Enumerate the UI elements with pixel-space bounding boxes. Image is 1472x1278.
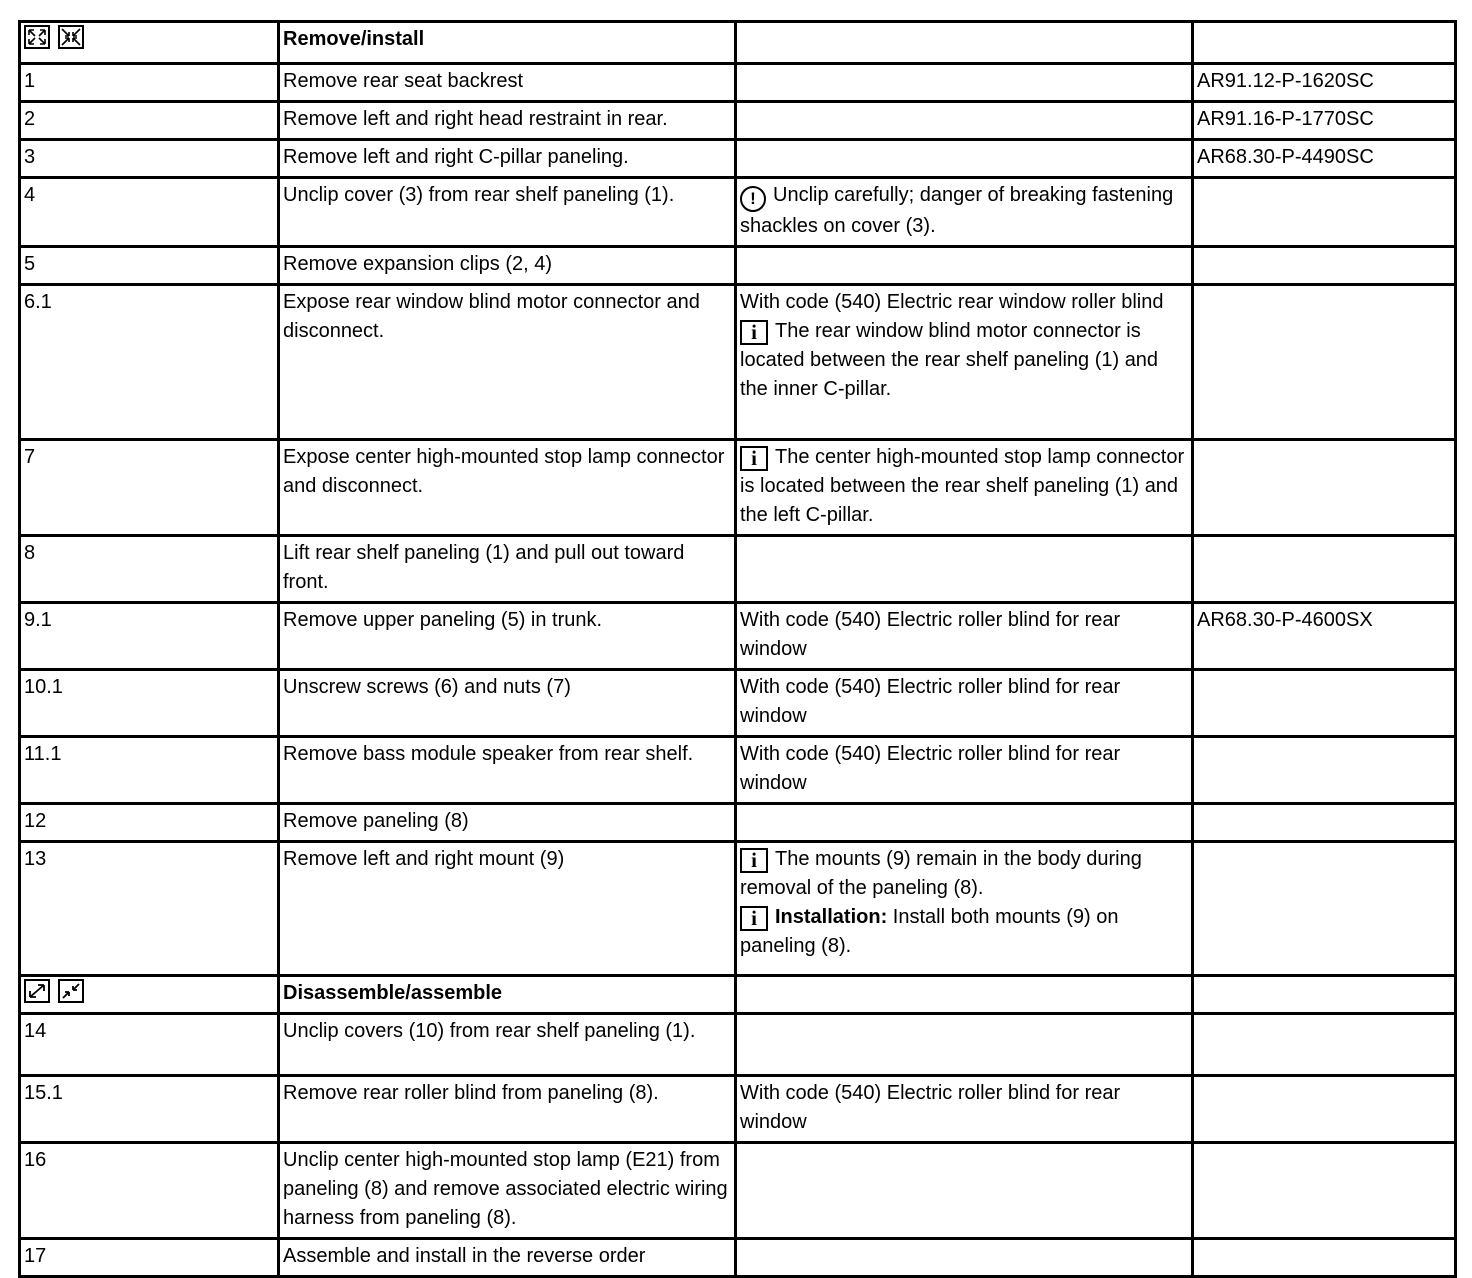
step-number: 16 [20,1143,279,1239]
step-number: 10.1 [20,670,279,737]
step-action: Expose rear window blind motor connector and disconnect. [279,285,736,440]
table-row [20,670,1456,737]
table-row [20,178,1456,247]
step-action: Remove left and right C-pillar paneling. [279,140,736,178]
step-note: With code (540) Electric rear window roller blind i The rear window blind motor connector is located between the rear shelf paneling (1) and the inner C-pillar. [736,285,1193,440]
table-row [20,440,1456,536]
step-action: Remove upper paneling (5) in trunk. [279,603,736,670]
step-number: 6.1 [20,285,279,440]
step-action: Unscrew screws (6) and nuts (7) [279,670,736,737]
info-icon: i [740,320,768,345]
code-note: With code (540) Electric rear window roller blind [740,291,1164,313]
arrow-diagonal-in-icon [58,979,84,1003]
step-number: 12 [20,804,279,842]
code-note: With code (540) Electric roller blind for rear window [736,1076,1193,1143]
section-header-row [20,976,1456,1014]
table-row [20,603,1456,670]
step-action: Remove bass module speaker from rear shelf. [279,737,736,804]
step-number: 7 [20,440,279,536]
info-icon: i [740,906,768,931]
table-row [20,247,1456,285]
step-action: Unclip center high-mounted stop lamp (E21) from paneling (8) and remove associated electric wiring harness from paneling (8). [279,1143,736,1239]
step-number: 8 [20,536,279,603]
arrow-diagonal-out-icon [24,979,50,1003]
arrows-in-icon [58,25,84,49]
step-action: Unclip covers (10) from rear shelf paneling (1). [279,1014,736,1076]
step-action: Lift rear shelf paneling (1) and pull out toward front. [279,536,736,603]
step-number: 1 [20,64,279,102]
section-title: Remove/install [279,22,736,64]
step-reference: AR91.16-P-1770SC [1193,102,1456,140]
section-header-row [20,22,1456,64]
step-action: Remove paneling (8) [279,804,736,842]
installation-label: Installation: [775,906,888,928]
step-number: 17 [20,1239,279,1277]
step-note: i The center high-mounted stop lamp connector is located between the rear shelf paneling (1) and the left C-pillar. [736,440,1193,536]
table-row [20,737,1456,804]
step-number: 13 [20,842,279,976]
step-reference: AR68.30-P-4600SX [1193,603,1456,670]
table-row [20,1239,1456,1277]
step-action: Remove rear seat backrest [279,64,736,102]
info-icon: i [740,446,768,471]
step-action: Assemble and install in the reverse order [279,1239,736,1277]
info-icon: i [740,848,768,873]
step-reference: AR68.30-P-4490SC [1193,140,1456,178]
step-action: Remove rear roller blind from paneling (8). [279,1076,736,1143]
step-number: 14 [20,1014,279,1076]
table-row [20,64,1456,102]
table-row [20,804,1456,842]
step-action: Remove left and right mount (9) [279,842,736,976]
step-action: Unclip cover (3) from rear shelf paneling (1). [279,178,736,247]
step-action: Remove expansion clips (2, 4) [279,247,736,285]
code-note: With code (540) Electric roller blind for rear window [736,603,1193,670]
step-note: ! Unclip carefully; danger of breaking fastening shackles on cover (3). [736,178,1193,247]
section-title: Disassemble/assemble [279,976,736,1014]
section-icons-cell [20,976,279,1014]
step-number: 2 [20,102,279,140]
code-note: With code (540) Electric roller blind for rear window [736,670,1193,737]
table-row [20,1143,1456,1239]
step-number: 4 [20,178,279,247]
step-number: 15.1 [20,1076,279,1143]
step-action: Remove left and right head restraint in rear. [279,102,736,140]
table-row [20,842,1456,976]
table-row [20,102,1456,140]
step-note: i The mounts (9) remain in the body during removal of the paneling (8). i Installation: Install both mounts (9) on paneling (8). [736,842,1193,976]
step-number: 11.1 [20,737,279,804]
table-row [20,536,1456,603]
warning-icon: ! [740,186,766,212]
table-row [20,285,1456,440]
table-row [20,140,1456,178]
code-note: With code (540) Electric roller blind for rear window [736,737,1193,804]
step-reference: AR91.12-P-1620SC [1193,64,1456,102]
step-number: 3 [20,140,279,178]
table-row [20,1014,1456,1076]
arrows-out-icon [24,25,50,49]
step-number: 5 [20,247,279,285]
step-number: 9.1 [20,603,279,670]
step-action: Expose center high-mounted stop lamp connector and disconnect. [279,440,736,536]
procedure-table [18,20,1457,1278]
section-icons-cell [20,22,279,64]
table-row [20,1076,1456,1143]
